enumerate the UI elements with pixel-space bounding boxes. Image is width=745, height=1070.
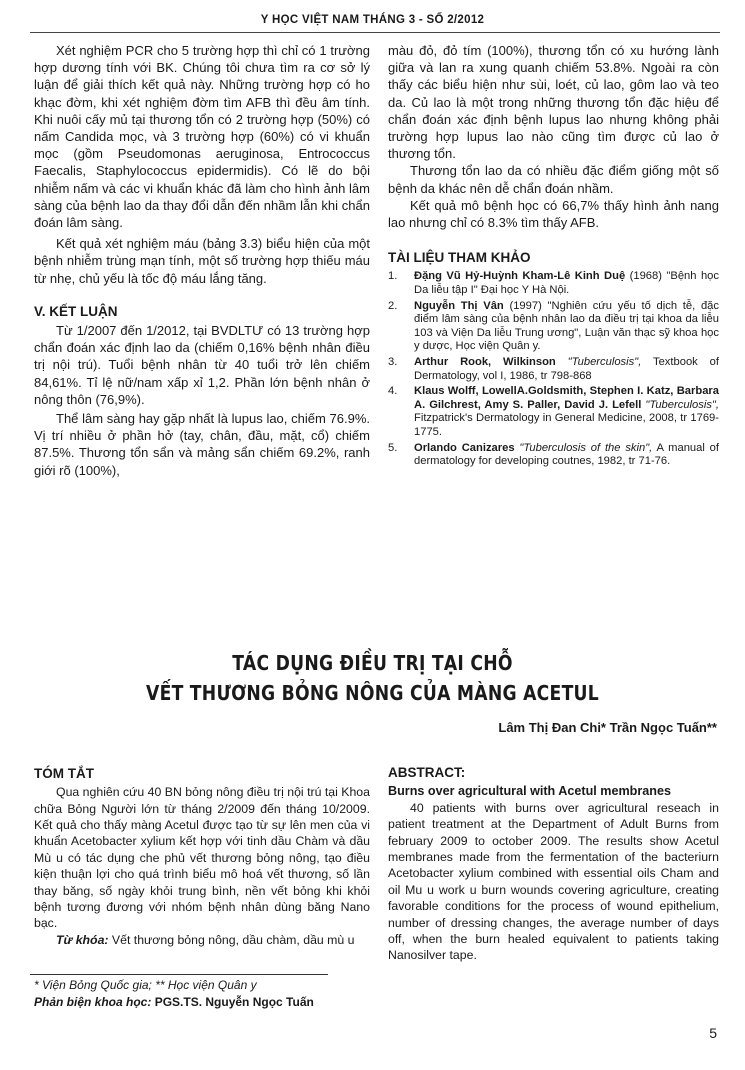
summary-heading: TÓM TẮT bbox=[34, 766, 94, 781]
reference-item: 5. Orlando Canizares "Tuberculosis of the skin", A manual of dermatology for developing coutnes, 1982, tr 71-76. bbox=[388, 441, 720, 468]
reference-item: 3. Arthur Rook, Wilkinson "Tuberculosis", Textbook of Dermatology, vol I, 1986, tr 798-868 bbox=[388, 356, 719, 382]
keywords bbox=[34, 932, 370, 948]
article-authors: Lâm Thị Đan Chi* Trần Ngọc Tuấn** bbox=[498, 720, 717, 735]
summary-english bbox=[388, 765, 719, 964]
paragraph-pcr: Xét nghiệm PCR cho 5 trường hợp thì chỉ có 1 trường hợp dương tính với BK. Chúng tôi chưa tìm ra cơ sở lý luận để giải thích kết quả này. Những trường hợp có ho khạc đờm, khi xét nghiệm đờm tìm AFB thì đều âm tính. Khi nuôi cấy mủ tại thương tổn có 2 trường hợp (50%) có nấm Candida mọc, và 3 trường hợp (60%) có vi khuẩn mọc (gồm Pseudomonas aeruginosa, Entrococcus Faecalis, Staphylococcus epidermidis). Có lẽ do bội nhiễm nấm và các vi khuẩn khác đã làm cho hình ảnh lâm sàng của bệnh lao da thay đổi dẫn đến nhầm lẫn khi chẩn đoán lâm sàng. bbox=[34, 43, 370, 231]
left-column bbox=[34, 42, 370, 479]
page-number: 5 bbox=[709, 1025, 717, 1041]
reference-item: 2. Nguyễn Thị Vân (1997) "Nghiên cứu yếu tố dịch tễ, đặc điểm lâm sàng của bệnh nhân lao da điều trị tại khoa da liễu 103 và Viện Da liễu Trung ương", Luận văn thạc sỹ khoa học y dược, Học viện Quân y. bbox=[388, 299, 719, 353]
abstract-body: 40 patients with burns over agricultural reseach in patient treatment at the Department of Adult Burns from february 2009 to october 2009. The results show Acetul membranes made from the fermentation of the bacteriurn Acetobacter xylium combined with essential oils Cham and oil Mu u work u burn wounds covering agriculture, creating favorable conditions for the process of wound epithelium, number of dressing changes, the average number of days off, when the burn healed equivalent to patients taking Nanosilver tape. bbox=[388, 800, 719, 963]
reference-list bbox=[388, 270, 719, 468]
paragraph-conclusion-2: Thể lâm sàng hay gặp nhất là lupus lao, chiếm 76.9%. Vị trí nhiều ở phần hở (tay, chân, đầu, mặt, cổ) chiếm 87.5%. Thương tổn sẩn và mảng sẩn chiếm 69.2%, ranh giới rõ (100%), bbox=[34, 411, 370, 478]
summary-body: Qua nghiên cứu 40 BN bỏng nông điều trị nội trú tại Khoa chữa Bỏng Người lớn từ tháng 2/2009 đến tháng 10/2009. Kết quả cho thấy màng Acetul được tạo từ sự lên men của vi khuẩn Acetobacter xylium kết hợp với tinh dầu Chàm và dầu Mù u có tác dụng che phủ vết thương bỏng nông, tạo điều kiện thuận lợi cho quá trình biểu mô hoá vết thương, số lần thay băng, số ngày khỏi trung bình, nền vết bỏng khi khỏi bệnh tương đương với nhóm bệnh nhân dùng băng Nano bạc. bbox=[34, 785, 370, 931]
references-heading: TÀI LIỆU THAM KHẢO bbox=[388, 250, 531, 266]
summary-vietnamese bbox=[34, 765, 370, 948]
reference-item: 1. Đặng Vũ Hỷ-Huỳnh Kham-Lê Kinh Duệ (1968) "Bệnh học Da liễu tập I" Đại học Y Hà Nội. bbox=[388, 270, 719, 297]
keywords-label: Từ khóa: bbox=[56, 932, 109, 947]
footnote-affiliations: * Viện Bỏng Quốc gia; ** Học viện Quân y bbox=[34, 978, 257, 992]
paragraph-misdiagnosis: Thương tổn lao da có nhiều đặc điểm giống một số bệnh da khác nên dễ chẩn đoán nhầm. bbox=[388, 163, 719, 196]
header-rule bbox=[30, 32, 720, 33]
paragraph-histology: Kết quả mô bệnh học có 66,7% thấy hình ảnh nang lao nhưng chỉ có 8.3% tìm thấy AFB. bbox=[388, 197, 719, 231]
article-title-line-1: TÁC DỤNG ĐIỀU TRỊ TẠI CHỖ bbox=[232, 651, 513, 675]
paragraph-lesions: màu đỏ, đỏ tím (100%), thương tổn có xu hướng lành giữa và lan ra xung quanh chiếm 53.8%. Ngoài ra còn thấy các biểu hiện như sùi, loét, củ lao, gôm lao và teo da. Củ lao là một trong những thương tổn đặc hiệu để chẩn đoán xác định bệnh lupus lao nhưng không phải trường hợp lupus lao nào cũng tìm được củ lao ở thương tổn. bbox=[388, 43, 719, 162]
reference-item: 4. Klaus Wolff, LowellA.Goldsmith, Stephen I. Katz, Barbara A. Gilchrest, Amy S. Paller, David J. Lefell "Tuberculosis", Fitzpatrick's Dermatology in General Medicine, 2008, tr 1769-1775. bbox=[388, 385, 720, 438]
journal-header: Y HỌC VIỆT NAM THÁNG 3 - SỐ 2/2012 bbox=[260, 14, 485, 26]
paragraph-conclusion-1: Từ 1/2007 đến 1/2012, tại BVDLTƯ có 13 trường hợp chẩn đoán xác định lao da (chiếm 0,16% bệnh nhân điều trị nội trú). Tuổi bệnh nhân từ 40 tuổi trở lên chiếm 84,61%. Tỉ lệ nữ/nam xấp xỉ 1,2. Phần lớn bệnh nhân ở nông thôn (76,9%). bbox=[34, 323, 370, 407]
keywords-text: Vết thương bỏng nông, dầu chàm, dầu mù u bbox=[108, 932, 355, 947]
section-heading-conclusion: V. KẾT LUẬN bbox=[34, 303, 118, 319]
footnote-rule bbox=[30, 974, 328, 975]
footnote-reviewer: Phản biện khoa học: PGS.TS. Nguyễn Ngọc Tuấn bbox=[34, 995, 314, 1009]
abstract-heading: ABSTRACT: bbox=[388, 765, 466, 780]
right-column bbox=[388, 42, 719, 471]
abstract-subtitle: Burns over agricultural with Acetul membranes bbox=[388, 784, 671, 799]
article-title-line-2: VẾT THƯƠNG BỎNG NÔNG CỦA MÀNG ACETUL bbox=[145, 681, 600, 705]
paragraph-blood-test: Kết quả xét nghiệm máu (bảng 3.3) biểu hiện của một bệnh nhiễm trùng mạn tính, một số trường hợp thiếu máu từ nhẹ, chủ yếu là tốc độ máu lắng tăng. bbox=[34, 236, 370, 286]
